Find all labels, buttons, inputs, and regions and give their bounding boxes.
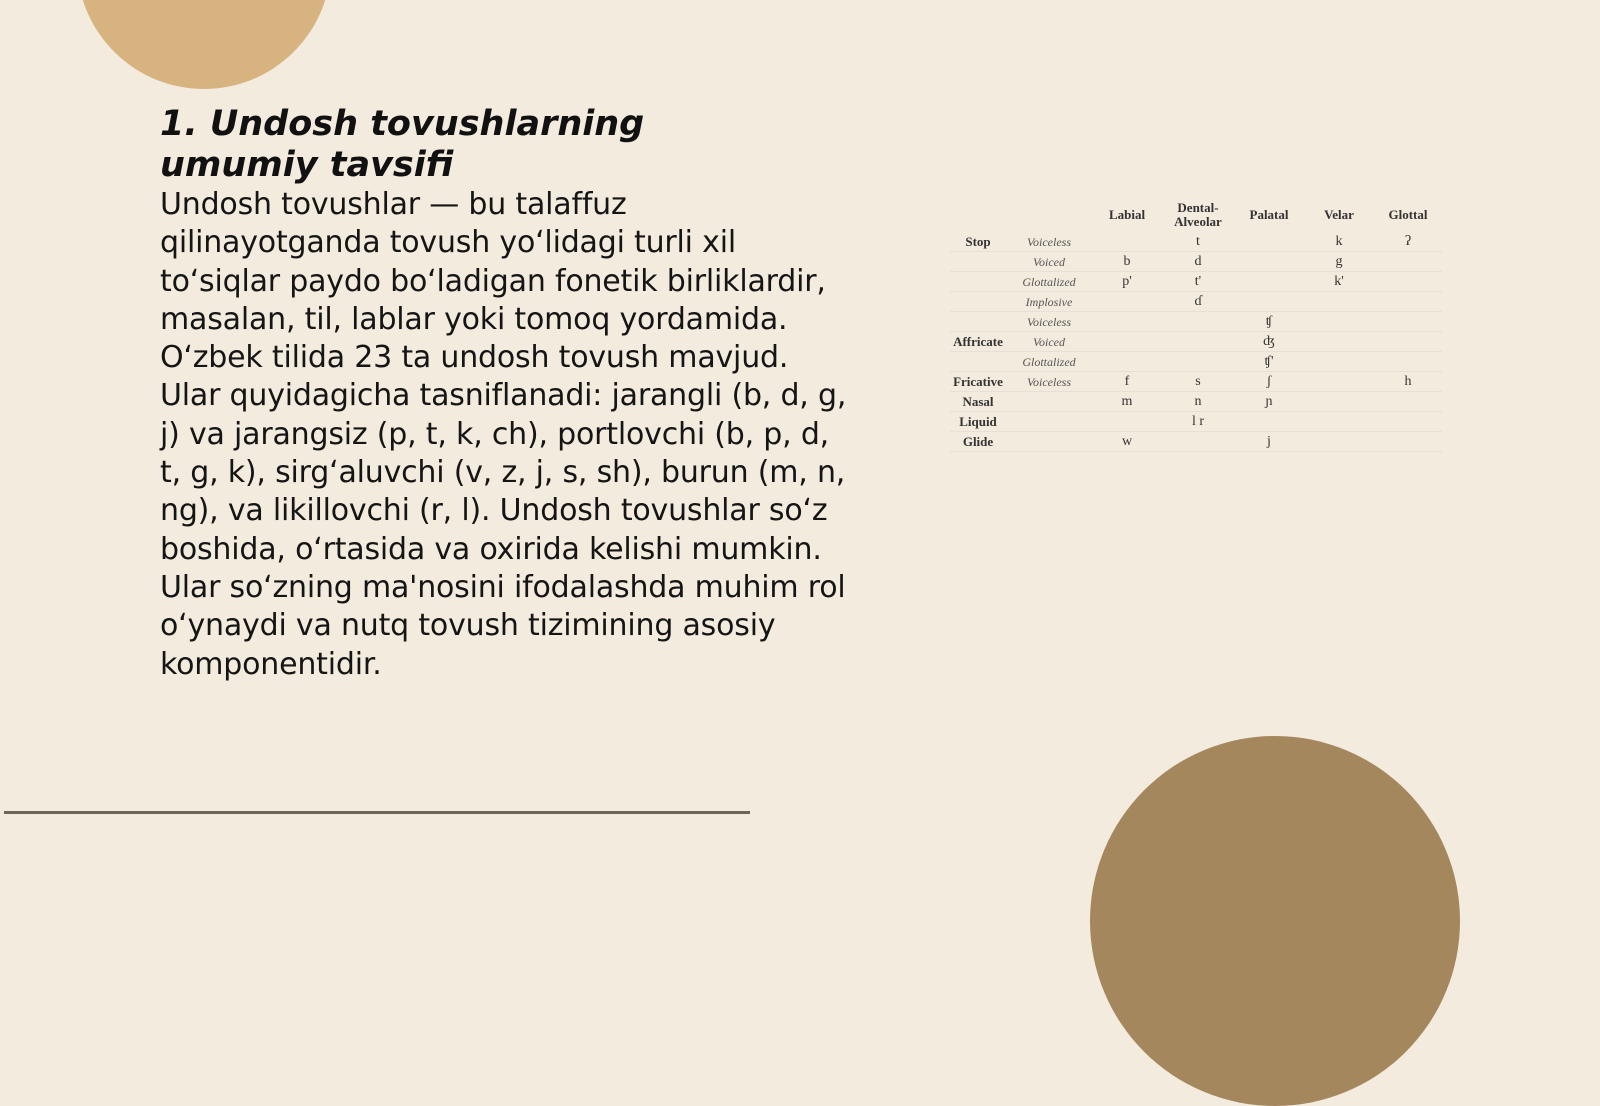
- table-cell-phonation: [1006, 412, 1092, 432]
- table-cell-dental-alveolar: s: [1162, 372, 1234, 392]
- table-cell-glottal: h: [1374, 372, 1442, 392]
- header-phonation: [1006, 198, 1092, 232]
- table-cell-phonation: Glottalized: [1006, 272, 1092, 292]
- table-cell-manner: Affricate: [950, 332, 1006, 352]
- decorative-circle-top: [77, 0, 331, 89]
- header-velar: Velar: [1324, 207, 1354, 222]
- table-cell-labial: p': [1092, 272, 1162, 292]
- table-cell-velar: [1304, 392, 1374, 412]
- table-cell-palatal: ʃ: [1234, 372, 1304, 392]
- table-cell-phonation: Voiceless: [1006, 372, 1092, 392]
- table-cell-phonation: Voiceless: [1006, 232, 1092, 252]
- table-cell-labial: m: [1092, 392, 1162, 412]
- table-row: [950, 412, 1442, 432]
- table-cell-manner: Nasal: [950, 392, 1006, 412]
- table-cell-glottal: [1374, 332, 1442, 352]
- table-cell-palatal: [1234, 232, 1304, 252]
- table-cell-glottal: [1374, 292, 1442, 312]
- table-cell-velar: [1304, 312, 1374, 332]
- table-cell-dental-alveolar: t': [1162, 272, 1234, 292]
- table-cell-palatal: ʤ: [1234, 332, 1304, 352]
- table-cell-dental-alveolar: n: [1162, 392, 1234, 412]
- table-cell-palatal: [1234, 252, 1304, 272]
- table-cell-labial: b: [1092, 252, 1162, 272]
- header-palatal: Palatal: [1249, 207, 1289, 222]
- table-cell-manner: [950, 272, 1006, 292]
- table-cell-labial: [1092, 312, 1162, 332]
- table-row: [950, 352, 1442, 372]
- table-cell-manner: Fricative: [950, 372, 1006, 392]
- table-row: [950, 332, 1442, 352]
- table-cell-manner: [950, 352, 1006, 372]
- table-cell-glottal: [1374, 352, 1442, 372]
- table-cell-phonation: Voiceless: [1006, 312, 1092, 332]
- table-row: [950, 432, 1442, 452]
- table-cell-dental-alveolar: d: [1162, 252, 1234, 272]
- table-cell-palatal: [1234, 272, 1304, 292]
- table-cell-glottal: [1374, 392, 1442, 412]
- table-body: [950, 232, 1442, 452]
- table-cell-labial: f: [1092, 372, 1162, 392]
- table-cell-palatal: [1234, 412, 1304, 432]
- table-cell-dental-alveolar: ɗ: [1162, 292, 1234, 312]
- table-cell-velar: g: [1304, 252, 1374, 272]
- table-cell-palatal: j: [1234, 432, 1304, 452]
- table-row: [950, 252, 1442, 272]
- header-labial: Labial: [1108, 207, 1146, 222]
- consonant-table: [950, 198, 1442, 452]
- table-cell-phonation: Voiced: [1006, 252, 1092, 272]
- table-cell-glottal: ʔ: [1374, 232, 1442, 252]
- table-cell-velar: [1304, 332, 1374, 352]
- table-row: [950, 292, 1442, 312]
- table-cell-velar: [1304, 412, 1374, 432]
- slide-body-text: Undosh tovushlar — bu talaffuz qilinayotganda tovush yo‘lidagi turli xil to‘siqlar paydo bo‘ladigan fonetik birliklardir, masalan, til, lablar yoki tomoq yordamida. O‘zbek tilida 23 ta undosh tovush mavjud. Ular quyidagicha tasniflanadi: jarangli (b, d, g, j) va jarangsiz (p, t, k, ch), portlovchi (b, p, d, t, g, k), sirg‘aluvchi (v, z, j, s, sh), burun (m, n, ng), va likillovchi (r, l). Undosh tovushlar so‘z boshida, o‘rtasida va oxirida kelishi mumkin. Ular so‘zning ma'nosini ifodalashda muhim rol o‘ynaydi va nutq tovush tizimining asosiy komponentidir.: [160, 187, 847, 682]
- table-header-row: [950, 198, 1442, 232]
- decorative-circle-bottom: [1090, 736, 1460, 1106]
- table-cell-velar: [1304, 432, 1374, 452]
- table-cell-dental-alveolar: [1162, 432, 1234, 452]
- table-cell-phonation: Glottalized: [1006, 352, 1092, 372]
- table-cell-labial: [1092, 352, 1162, 372]
- table-row: [950, 392, 1442, 412]
- table-cell-manner: Liquid: [950, 412, 1006, 432]
- header-glottal: Glottal: [1388, 207, 1428, 222]
- table-cell-dental-alveolar: t: [1162, 232, 1234, 252]
- table-cell-labial: [1092, 292, 1162, 312]
- table-cell-labial: [1092, 412, 1162, 432]
- table-row: [950, 372, 1442, 392]
- table-cell-manner: [950, 252, 1006, 272]
- header-manner: [950, 198, 1006, 232]
- table-row: [950, 272, 1442, 292]
- table-cell-glottal: [1374, 412, 1442, 432]
- table-cell-glottal: [1374, 252, 1442, 272]
- table-cell-velar: [1304, 372, 1374, 392]
- table-cell-phonation: Implosive: [1006, 292, 1092, 312]
- table-cell-velar: [1304, 292, 1374, 312]
- table-cell-manner: Glide: [950, 432, 1006, 452]
- table-cell-labial: [1092, 332, 1162, 352]
- table-cell-manner: [950, 292, 1006, 312]
- divider-line: [4, 811, 750, 814]
- table-cell-dental-alveolar: [1162, 312, 1234, 332]
- table-cell-dental-alveolar: [1162, 332, 1234, 352]
- table-cell-glottal: [1374, 312, 1442, 332]
- table-cell-dental-alveolar: l r: [1162, 412, 1234, 432]
- table-cell-glottal: [1374, 432, 1442, 452]
- table-cell-labial: w: [1092, 432, 1162, 452]
- table-cell-manner: Stop: [950, 232, 1006, 252]
- table-cell-palatal: [1234, 292, 1304, 312]
- table-cell-velar: k: [1304, 232, 1374, 252]
- header-dental-alveolar: Dental-Alveolar: [1174, 200, 1222, 229]
- table-row: [950, 312, 1442, 332]
- table-cell-manner: [950, 312, 1006, 332]
- table-cell-phonation: [1006, 432, 1092, 452]
- table-cell-phonation: [1006, 392, 1092, 412]
- table-cell-velar: [1304, 352, 1374, 372]
- table-cell-velar: k': [1304, 272, 1374, 292]
- slide-title: 1. Undosh tovushlarning umumiy tavsifi: [160, 104, 645, 185]
- table-cell-dental-alveolar: [1162, 352, 1234, 372]
- table-cell-glottal: [1374, 272, 1442, 292]
- table-cell-palatal: ʧ': [1234, 352, 1304, 372]
- table-row: [950, 232, 1442, 252]
- table-cell-palatal: ɲ: [1234, 392, 1304, 412]
- table-cell-phonation: Voiced: [1006, 332, 1092, 352]
- table-cell-palatal: ʧ: [1234, 312, 1304, 332]
- table-cell-labial: [1092, 232, 1162, 252]
